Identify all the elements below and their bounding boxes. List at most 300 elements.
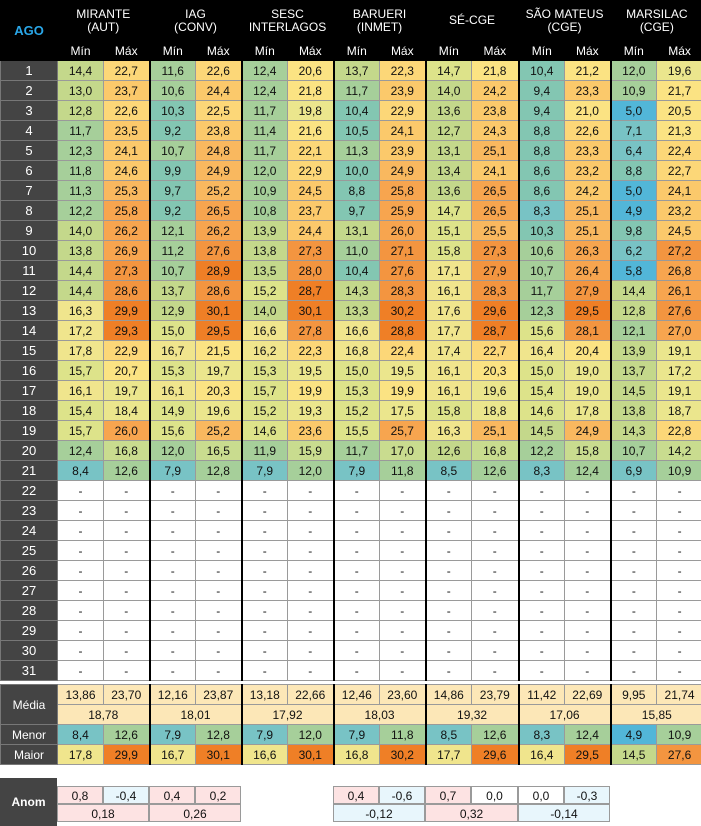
min-value: 16,2 xyxy=(242,341,288,361)
empty-value: - xyxy=(380,501,426,521)
min-value: 14,6 xyxy=(519,401,565,421)
max-value: 23,2 xyxy=(565,161,611,181)
max-value: 16,5 xyxy=(196,441,242,461)
min-value: 6,4 xyxy=(611,141,657,161)
min-value: 11,6 xyxy=(150,61,196,81)
empty-value: - xyxy=(472,581,519,601)
day-row xyxy=(1,401,701,421)
min-value: 12,8 xyxy=(58,101,104,121)
min-value: 9,7 xyxy=(334,201,380,221)
empty-value: - xyxy=(519,621,565,641)
min-value: 14,9 xyxy=(150,401,196,421)
empty-value: - xyxy=(58,581,104,601)
min-value: 10,7 xyxy=(150,261,196,281)
day-row xyxy=(1,81,701,101)
empty-value: - xyxy=(519,661,565,681)
station-sub: (INMET) xyxy=(356,19,403,34)
max-header: Máx xyxy=(288,41,334,61)
day-row xyxy=(1,221,701,241)
empty-value: - xyxy=(242,581,288,601)
max-header: Máx xyxy=(657,41,701,61)
empty-value: - xyxy=(472,541,519,561)
min-value: 13,1 xyxy=(334,221,380,241)
day-number: 19 xyxy=(1,421,58,441)
max-value: 22,1 xyxy=(288,141,334,161)
empty-value: - xyxy=(104,561,150,581)
day-row xyxy=(1,341,701,361)
min-value: 15,2 xyxy=(242,281,288,301)
min-value: 12,8 xyxy=(611,301,657,321)
empty-value: - xyxy=(380,641,426,661)
max-value: 25,2 xyxy=(196,421,242,441)
min-value: 13,8 xyxy=(58,241,104,261)
max-value: 23,8 xyxy=(472,101,519,121)
station-sub: (CGE) xyxy=(639,19,674,34)
empty-value: - xyxy=(519,541,565,561)
menor-value: 8,5 xyxy=(426,725,472,745)
max-value: 24,6 xyxy=(104,161,150,181)
max-value: 28,8 xyxy=(380,321,426,341)
min-value: 8,3 xyxy=(519,461,565,481)
min-value: 8,6 xyxy=(519,181,565,201)
empty-value: - xyxy=(611,481,657,501)
anom-min-value: 0,4 xyxy=(149,786,195,804)
station-name: SÉ-CGE xyxy=(449,13,496,27)
max-value: 19,3 xyxy=(288,401,334,421)
media-value: 21,74 xyxy=(657,685,701,705)
menor-value: 8,3 xyxy=(519,725,565,745)
min-value: 8,8 xyxy=(519,121,565,141)
day-row xyxy=(1,601,701,621)
day-row xyxy=(1,301,701,321)
anom-average-value: -0,12 xyxy=(333,804,425,822)
media-average: 18,78 xyxy=(58,705,150,725)
anom-label: Anom xyxy=(0,778,57,826)
empty-value: - xyxy=(565,541,611,561)
empty-value: - xyxy=(58,521,104,541)
empty-value: - xyxy=(472,561,519,581)
min-value: 10,0 xyxy=(334,161,380,181)
min-value: 9,4 xyxy=(519,81,565,101)
day-number: 13 xyxy=(1,301,58,321)
max-value: 21,8 xyxy=(472,61,519,81)
empty-value: - xyxy=(472,501,519,521)
day-number: 2 xyxy=(1,81,58,101)
day-number: 22 xyxy=(1,481,58,501)
day-row xyxy=(1,181,701,201)
min-value: 16,1 xyxy=(150,381,196,401)
min-value: 4,9 xyxy=(611,201,657,221)
max-header: Máx xyxy=(565,41,611,61)
maior-value: 16,8 xyxy=(334,745,380,765)
max-value: 20,4 xyxy=(565,341,611,361)
min-value: 11,7 xyxy=(334,81,380,101)
max-value: 12,6 xyxy=(472,461,519,481)
max-value: 19,0 xyxy=(565,361,611,381)
empty-value: - xyxy=(334,661,380,681)
empty-value: - xyxy=(519,521,565,541)
empty-value: - xyxy=(611,561,657,581)
day-number: 28 xyxy=(1,601,58,621)
min-value: 15,3 xyxy=(334,381,380,401)
anom-average-value: -0,14 xyxy=(518,804,610,822)
empty-value: - xyxy=(657,661,701,681)
max-value: 19,7 xyxy=(196,361,242,381)
empty-value: - xyxy=(380,481,426,501)
day-row xyxy=(1,641,701,661)
max-header: Máx xyxy=(472,41,519,61)
empty-value: - xyxy=(426,641,472,661)
max-value: 28,3 xyxy=(380,281,426,301)
min-value: 17,1 xyxy=(426,261,472,281)
day-number: 4 xyxy=(1,121,58,141)
day-number: 21 xyxy=(1,461,58,481)
empty-value: - xyxy=(657,521,701,541)
empty-value: - xyxy=(196,501,242,521)
max-value: 23,9 xyxy=(380,81,426,101)
max-value: 26,9 xyxy=(104,241,150,261)
min-value: 10,4 xyxy=(519,61,565,81)
station-sub: INTERLAGOS xyxy=(248,19,327,34)
min-value: 11,3 xyxy=(58,181,104,201)
empty-value: - xyxy=(426,601,472,621)
min-value: 15,7 xyxy=(242,381,288,401)
max-value: 21,7 xyxy=(657,81,701,101)
min-value: 15,4 xyxy=(519,381,565,401)
max-value: 25,1 xyxy=(565,201,611,221)
media-average: 18,03 xyxy=(334,705,426,725)
min-value: 9,7 xyxy=(150,181,196,201)
min-value: 9,2 xyxy=(150,121,196,141)
empty-value: - xyxy=(288,641,334,661)
day-row xyxy=(1,361,701,381)
empty-value: - xyxy=(519,481,565,501)
day-number: 3 xyxy=(1,101,58,121)
min-value: 10,3 xyxy=(150,101,196,121)
max-value: 19,0 xyxy=(565,381,611,401)
empty-value: - xyxy=(242,561,288,581)
empty-value: - xyxy=(426,581,472,601)
empty-value: - xyxy=(196,621,242,641)
max-value: 19,8 xyxy=(288,101,334,121)
empty-value: - xyxy=(104,661,150,681)
day-number: 27 xyxy=(1,581,58,601)
day-number: 26 xyxy=(1,561,58,581)
max-value: 28,7 xyxy=(472,321,519,341)
min-value: 16,6 xyxy=(242,321,288,341)
min-value: 15,5 xyxy=(334,421,380,441)
empty-value: - xyxy=(611,581,657,601)
max-value: 18,4 xyxy=(104,401,150,421)
max-value: 22,9 xyxy=(380,101,426,121)
max-value: 26,3 xyxy=(565,241,611,261)
max-value: 22,9 xyxy=(288,161,334,181)
empty-value: - xyxy=(565,561,611,581)
max-value: 15,8 xyxy=(565,441,611,461)
min-value: 15,2 xyxy=(334,401,380,421)
max-value: 16,8 xyxy=(104,441,150,461)
day-row xyxy=(1,161,701,181)
max-value: 17,0 xyxy=(380,441,426,461)
max-value: 22,4 xyxy=(657,141,701,161)
min-value: 14,3 xyxy=(611,421,657,441)
day-number: 6 xyxy=(1,161,58,181)
empty-value: - xyxy=(150,501,196,521)
anom-min-value: 0,7 xyxy=(425,786,471,804)
media-value: 23,87 xyxy=(196,685,242,705)
media-value: 23,60 xyxy=(380,685,426,705)
empty-value: - xyxy=(242,521,288,541)
min-value: 11,3 xyxy=(334,141,380,161)
empty-value: - xyxy=(565,661,611,681)
min-value: 15,2 xyxy=(242,401,288,421)
max-value: 24,1 xyxy=(380,121,426,141)
day-row xyxy=(1,121,701,141)
menor-value: 8,4 xyxy=(58,725,104,745)
media-average: 17,06 xyxy=(519,705,611,725)
min-value: 10,4 xyxy=(334,101,380,121)
menor-value: 10,9 xyxy=(657,725,701,745)
max-value: 23,3 xyxy=(565,81,611,101)
empty-value: - xyxy=(196,661,242,681)
menor-value: 12,6 xyxy=(104,725,150,745)
max-value: 22,4 xyxy=(380,341,426,361)
min-value: 15,8 xyxy=(426,401,472,421)
empty-value: - xyxy=(196,561,242,581)
min-value: 15,3 xyxy=(242,361,288,381)
station-sub: (AUT) xyxy=(87,19,120,34)
min-value: 12,0 xyxy=(150,441,196,461)
media-value: 23,70 xyxy=(104,685,150,705)
max-value: 25,7 xyxy=(380,421,426,441)
day-row xyxy=(1,281,701,301)
min-value: 14,6 xyxy=(242,421,288,441)
empty-value: - xyxy=(334,621,380,641)
empty-value: - xyxy=(380,521,426,541)
min-value: 10,9 xyxy=(242,181,288,201)
media-value: 9,95 xyxy=(611,685,657,705)
empty-value: - xyxy=(196,601,242,621)
max-value: 28,1 xyxy=(565,321,611,341)
min-value: 10,5 xyxy=(334,121,380,141)
empty-value: - xyxy=(426,621,472,641)
maior-value: 16,7 xyxy=(150,745,196,765)
min-value: 14,4 xyxy=(58,61,104,81)
empty-value: - xyxy=(565,601,611,621)
station-name: BARUERI xyxy=(352,6,407,21)
max-value: 27,0 xyxy=(657,321,701,341)
anom-max-value: 0,2 xyxy=(195,786,241,804)
empty-value: - xyxy=(334,481,380,501)
empty-value: - xyxy=(58,641,104,661)
maior-label: Maior xyxy=(1,745,58,765)
max-value: 26,0 xyxy=(104,421,150,441)
max-value: 23,6 xyxy=(288,421,334,441)
max-value: 21,0 xyxy=(565,101,611,121)
maior-value: 27,6 xyxy=(657,745,701,765)
empty-value: - xyxy=(426,561,472,581)
max-value: 28,6 xyxy=(196,281,242,301)
max-value: 29,5 xyxy=(196,321,242,341)
min-value: 10,6 xyxy=(519,241,565,261)
max-value: 24,1 xyxy=(657,181,701,201)
min-value: 5,8 xyxy=(611,261,657,281)
station-name: MIRANTE xyxy=(76,6,131,21)
max-value: 22,7 xyxy=(104,61,150,81)
max-value: 17,8 xyxy=(565,401,611,421)
day-row xyxy=(1,581,701,601)
day-row xyxy=(1,261,701,281)
empty-value: - xyxy=(242,481,288,501)
max-value: 24,8 xyxy=(196,141,242,161)
empty-value: - xyxy=(380,581,426,601)
min-value: 12,6 xyxy=(426,441,472,461)
max-value: 12,6 xyxy=(104,461,150,481)
empty-value: - xyxy=(58,561,104,581)
max-value: 20,7 xyxy=(104,361,150,381)
empty-value: - xyxy=(657,581,701,601)
empty-value: - xyxy=(104,621,150,641)
min-value: 15,6 xyxy=(519,321,565,341)
max-value: 27,6 xyxy=(657,301,701,321)
menor-value: 7,9 xyxy=(334,725,380,745)
corner-label: AGO xyxy=(14,22,44,38)
min-value: 11,9 xyxy=(242,441,288,461)
maior-value: 30,2 xyxy=(380,745,426,765)
min-value: 12,3 xyxy=(519,301,565,321)
max-value: 17,2 xyxy=(657,361,701,381)
empty-value: - xyxy=(288,481,334,501)
day-row xyxy=(1,241,701,261)
empty-value: - xyxy=(519,581,565,601)
min-value: 14,4 xyxy=(58,261,104,281)
min-header: Mín xyxy=(426,41,472,61)
empty-value: - xyxy=(334,521,380,541)
anom-min-value: 0,0 xyxy=(518,786,564,804)
min-value: 12,3 xyxy=(58,141,104,161)
max-value: 23,7 xyxy=(104,81,150,101)
min-value: 15,0 xyxy=(334,361,380,381)
max-value: 24,2 xyxy=(565,181,611,201)
empty-value: - xyxy=(288,521,334,541)
max-value: 27,6 xyxy=(196,241,242,261)
empty-value: - xyxy=(242,621,288,641)
min-value: 13,7 xyxy=(611,361,657,381)
empty-value: - xyxy=(657,621,701,641)
max-value: 12,4 xyxy=(565,461,611,481)
min-value: 12,9 xyxy=(150,301,196,321)
max-value: 30,1 xyxy=(196,301,242,321)
min-value: 6,9 xyxy=(611,461,657,481)
max-value: 20,3 xyxy=(196,381,242,401)
empty-value: - xyxy=(58,601,104,621)
max-value: 19,9 xyxy=(380,381,426,401)
maior-value: 17,7 xyxy=(426,745,472,765)
anom-max-value: -0,3 xyxy=(564,786,610,804)
empty-value: - xyxy=(426,661,472,681)
media-average: 19,32 xyxy=(426,705,519,725)
max-value: 26,5 xyxy=(472,181,519,201)
min-value: 14,7 xyxy=(426,61,472,81)
max-value: 24,4 xyxy=(288,221,334,241)
min-value: 13,6 xyxy=(426,101,472,121)
min-value: 13,9 xyxy=(242,221,288,241)
min-value: 12,4 xyxy=(58,441,104,461)
empty-value: - xyxy=(242,601,288,621)
empty-value: - xyxy=(380,561,426,581)
min-value: 8,8 xyxy=(611,161,657,181)
max-value: 23,9 xyxy=(380,141,426,161)
min-value: 17,4 xyxy=(426,341,472,361)
max-value: 18,8 xyxy=(472,401,519,421)
empty-value: - xyxy=(380,661,426,681)
day-number: 12 xyxy=(1,281,58,301)
max-value: 26,0 xyxy=(380,221,426,241)
empty-value: - xyxy=(426,541,472,561)
max-value: 30,1 xyxy=(288,301,334,321)
min-value: 8,5 xyxy=(426,461,472,481)
max-value: 23,2 xyxy=(657,201,701,221)
day-row xyxy=(1,501,701,521)
empty-value: - xyxy=(104,501,150,521)
empty-value: - xyxy=(288,501,334,521)
empty-value: - xyxy=(565,581,611,601)
empty-value: - xyxy=(150,481,196,501)
menor-value: 11,8 xyxy=(380,725,426,745)
day-row xyxy=(1,541,701,561)
empty-value: - xyxy=(150,541,196,561)
empty-value: - xyxy=(426,501,472,521)
day-number: 10 xyxy=(1,241,58,261)
min-value: 12,0 xyxy=(242,161,288,181)
min-value: 16,8 xyxy=(334,341,380,361)
min-value: 8,4 xyxy=(58,461,104,481)
anom-average-value: 0,26 xyxy=(149,804,241,822)
empty-value: - xyxy=(611,521,657,541)
min-header: Mín xyxy=(150,41,196,61)
empty-value: - xyxy=(657,641,701,661)
max-value: 12,8 xyxy=(196,461,242,481)
empty-value: - xyxy=(288,661,334,681)
empty-value: - xyxy=(380,601,426,621)
anom-max-value: 0,0 xyxy=(471,786,518,804)
day-row xyxy=(1,141,701,161)
max-value: 25,3 xyxy=(104,181,150,201)
empty-value: - xyxy=(104,481,150,501)
menor-value: 12,8 xyxy=(196,725,242,745)
min-value: 14,4 xyxy=(58,281,104,301)
anom-max-value: -0,6 xyxy=(379,786,425,804)
media-value: 12,16 xyxy=(150,685,196,705)
day-row xyxy=(1,481,701,501)
min-value: 13,6 xyxy=(426,181,472,201)
empty-value: - xyxy=(288,581,334,601)
max-value: 19,6 xyxy=(472,381,519,401)
min-value: 12,2 xyxy=(58,201,104,221)
max-value: 23,5 xyxy=(104,121,150,141)
empty-value: - xyxy=(288,561,334,581)
max-value: 27,2 xyxy=(657,241,701,261)
min-value: 9,2 xyxy=(150,201,196,221)
media-label: Média xyxy=(1,685,58,725)
empty-value: - xyxy=(58,621,104,641)
min-value: 14,7 xyxy=(426,201,472,221)
empty-value: - xyxy=(334,541,380,561)
max-value: 21,6 xyxy=(288,121,334,141)
min-value: 15,7 xyxy=(58,361,104,381)
min-value: 12,2 xyxy=(519,441,565,461)
day-number: 9 xyxy=(1,221,58,241)
